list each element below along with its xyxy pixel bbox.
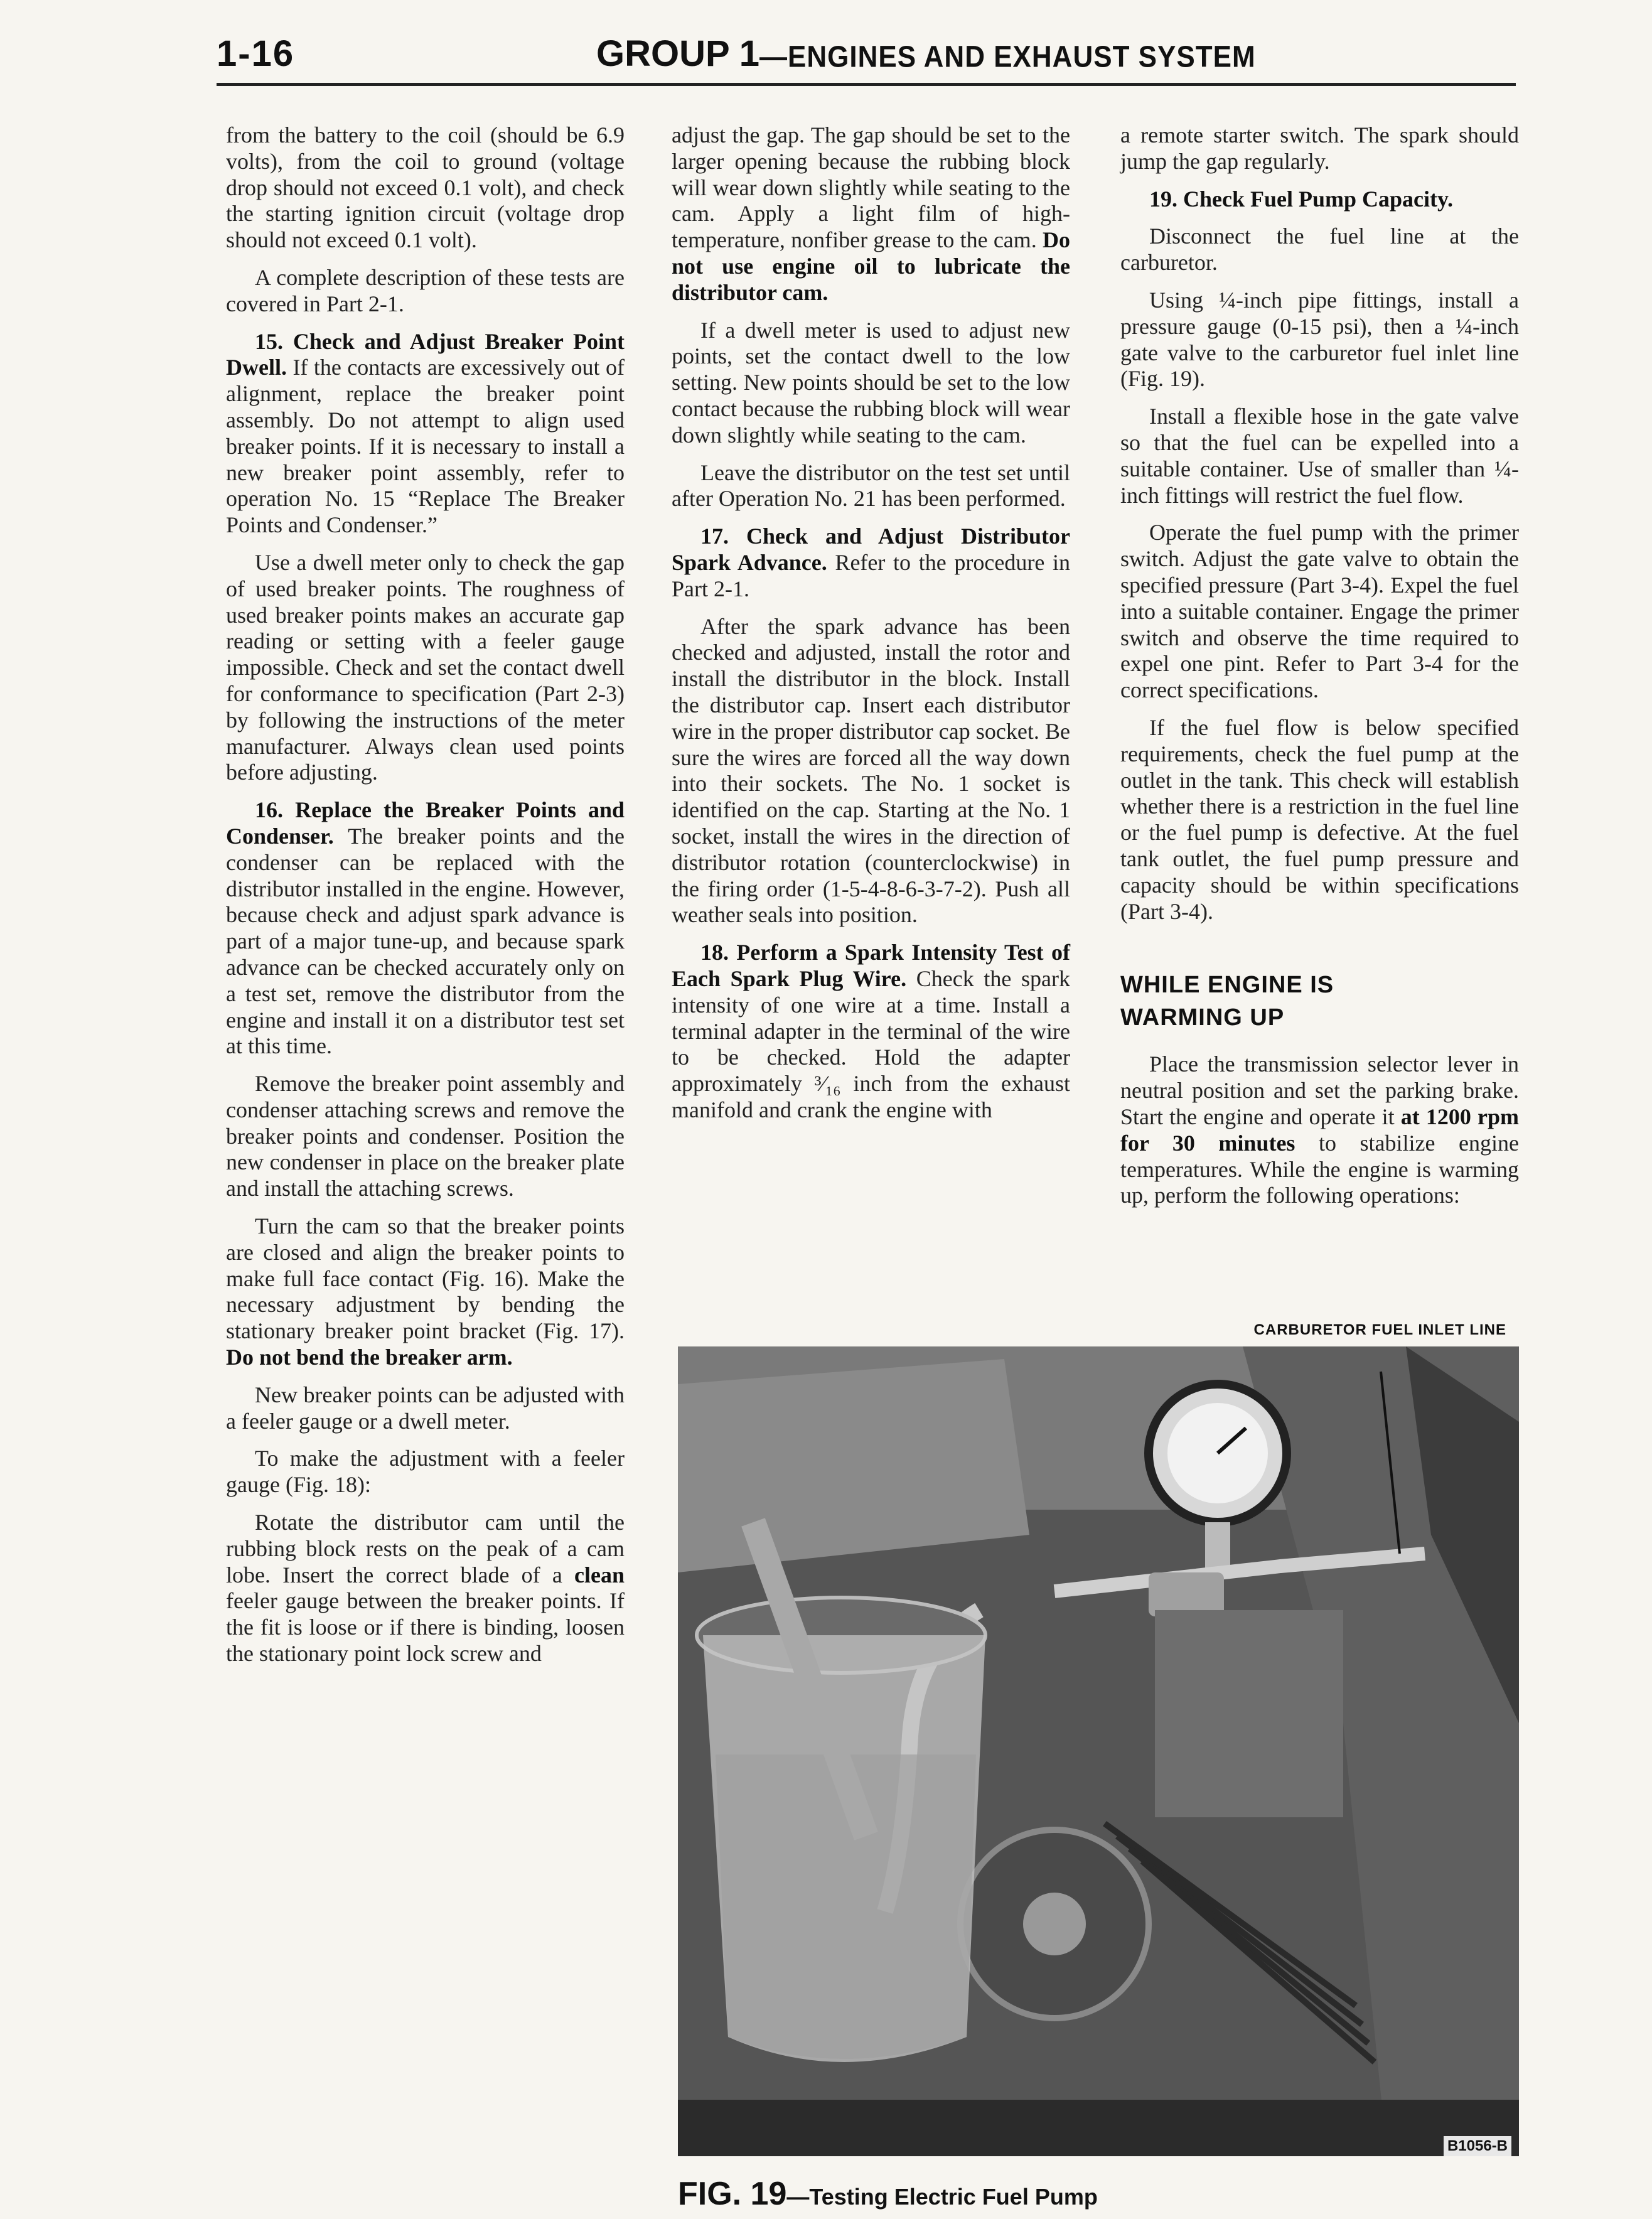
page-number: 1-16 xyxy=(217,33,295,74)
paragraph: Using ¼-inch pipe fittings, install a pressure gauge (0-15 psi), then a ¼-inch gate valve to the carburetor fuel inlet line (Fig. 19). xyxy=(1120,287,1519,392)
paragraph xyxy=(672,524,1070,602)
emphasis: clean xyxy=(574,1562,625,1588)
paragraph: Disconnect the fuel line at the carburetor. xyxy=(1120,223,1519,276)
step-text: adjust the gap. The gap should be set to the larger opening because the rubbing block will wear down slightly while seating to the cam. Apply a light film of high-temperature, nonfiber grease to the cam. xyxy=(672,122,1070,253)
paragraph: Remove the breaker point assembly and condenser attaching screws and remove the breaker points and condenser. Position the new condenser in place on the breaker plate and install the attaching screws. xyxy=(226,1071,625,1201)
step-text: The breaker points and the condenser can be replaced with the distributor installed in the engine. However, because check and adjust spark advance is part of a major tune-up, and because spark advance can be checked accurately only on a test set, remove the distributor from the engine and install it on a distributor test set at this time. xyxy=(226,823,625,1059)
paragraph xyxy=(672,940,1070,1124)
step-heading: 15. Check and Adjust Breaker Point Dwell. xyxy=(226,328,625,380)
column-3 xyxy=(1120,122,1519,1220)
column-2 xyxy=(672,122,1070,1135)
section-heading xyxy=(1120,969,1519,1034)
caption-figure-number: FIG. 19 xyxy=(678,2176,787,2212)
paragraph: Leave the distributor on the test set until after Operation No. 21 has been performed. xyxy=(672,459,1070,512)
paragraph: from the battery to the coil (should be 6.9 volts), from the coil to ground (voltage drop should not exceed 0.1 volt), and check the starting ignition circuit (voltage drop should not exceed 0.1 volt). xyxy=(226,122,625,253)
fuel-pump-photo xyxy=(678,1346,1519,2156)
paragraph: Install a flexible hose in the gate valve so that the fuel can be expelled into a suitable container. Use of smaller than ¼-inch fittings will restrict the fuel flow. xyxy=(1120,404,1519,508)
figure-caption xyxy=(678,2175,1098,2213)
warning-text: Do not use engine oil to lubricate the distributor cam. xyxy=(672,227,1070,305)
group-prefix: GROUP 1 xyxy=(596,33,760,74)
header-rule xyxy=(217,83,1516,86)
step-text: Rotate the distributor cam until the rubbing block rests on the peak of a cam lobe. Insert the correct blade of a xyxy=(226,1510,625,1588)
paragraph xyxy=(1120,1051,1519,1209)
warning-text: Do not bend the breaker arm. xyxy=(226,1345,513,1370)
step-text: Place the transmission selector lever in neutral position and set the parking brake. Start the engine and operate it xyxy=(1120,1051,1519,1129)
group-dash: — xyxy=(759,40,788,74)
paragraph: Use a dwell meter only to check the gap of used breaker points. The roughness of used breaker points makes an accurate gap reading or setting with a feeler gauge impossible. Check and set the contact dwell for conformance to specification (Part 2-3) by following the instructions of the meter manufacturer. Always clean used points before adjusting. xyxy=(226,549,625,785)
paragraph: If the fuel flow is below specified requirements, check the fuel pump at the outlet in the tank. This check will establish whether there is a restriction in the fuel line or the fuel pump is defective. At the fuel tank outlet, the fuel pump pressure and capacity should be within specifications (Part 3-4). xyxy=(1120,714,1519,924)
step-text: Turn the cam so that the breaker points are closed and align the breaker points to make full face contact (Fig. 16). Make the necessary adjustment by bending the stationary breaker point bracket (Fig. 17). xyxy=(226,1213,625,1344)
step-text: feeler gauge between the breaker points. If the fit is loose or if there is binding, loosen the stationary point lock screw and xyxy=(226,1588,625,1667)
paragraph xyxy=(226,1213,625,1371)
group-name: ENGINES AND EXHAUST SYSTEM xyxy=(788,40,1256,74)
step-heading: 17. Check and Adjust Distributor Spark Advance. xyxy=(672,524,1070,575)
paragraph xyxy=(226,797,625,1060)
section-heading-line: WARMING UP xyxy=(1120,1004,1285,1031)
step-heading: 18. Perform a Spark Intensity Test of Each Spark Plug Wire. xyxy=(672,940,1070,991)
paragraph: A complete description of these tests are covered in Part 2-1. xyxy=(226,264,625,316)
step-heading: 19. Check Fuel Pump Capacity. xyxy=(1149,186,1454,212)
paragraph: After the spark advance has been checked and adjusted, install the rotor and install the distributor in the block. Install the distributor cap. Insert each distributor wire in the proper distributor cap socket. Be sure the wires are forced all the way down into their sockets. The No. 1 socket is identified on the cap. Starting at the No. 1 socket, install the wires in the direction of distributor rotation (counterclockwise) in the firing order (1-5-4-8-6-3-7-2). Push all weather seals into position. xyxy=(672,613,1070,928)
step-text: Refer to the procedure in Part 2-1. xyxy=(672,549,1071,601)
page-header xyxy=(0,0,1652,94)
figure-callout: CARBURETOR FUEL INLET LINE xyxy=(1253,1321,1506,1338)
paragraph xyxy=(1120,186,1519,213)
paragraph: If a dwell meter is used to adjust new points, set the contact dwell to the low setting. New points should be set to the low contact because the rubbing block will wear down slightly while seating to the cam. xyxy=(672,317,1070,448)
paragraph xyxy=(226,1510,625,1667)
paragraph xyxy=(672,122,1070,306)
paragraph: To make the adjustment with a feeler gauge (Fig. 18): xyxy=(226,1446,625,1498)
paragraph: a remote starter switch. The spark should jump the gap regularly. xyxy=(1120,122,1519,174)
step-text: to stabilize engine temperatures. While the engine is warming up, perform the following operations: xyxy=(1120,1130,1520,1208)
step-text: Check the spark intensity of one wire at a time. Install a terminal adapter in the terminal of the wire to be checked. Hold the adapter approximately ³⁄₁₆ inch from the exhaust manifold and crank the engine with xyxy=(672,965,1070,1122)
figure-19 xyxy=(678,1321,1519,2219)
paragraph: New breaker points can be adjusted with a feeler gauge or a dwell meter. xyxy=(226,1382,625,1434)
step-text: If the contacts are excessively out of alignment, replace the breaker point assembly. Do not attempt to align used breaker points. If it is necessary to install a new breaker point assembly, refer to operation No. 15 “Replace The Breaker Points and Condenser.” xyxy=(226,355,625,538)
caption-text: Testing Electric Fuel Pump xyxy=(809,2184,1098,2210)
caption-dash: — xyxy=(786,2184,810,2210)
engine-illustration xyxy=(678,1346,1519,2156)
paragraph: Operate the fuel pump with the primer switch. Adjust the gate valve to obtain the specified pressure (Part 3-4). Expel the fuel into a suitable container. Engage the primer switch and observe the time required to expel one pint. Refer to Part 3-4 for the correct specifications. xyxy=(1120,520,1519,703)
step-heading: 16. Replace the Breaker Points and Condenser. xyxy=(226,797,625,849)
paragraph xyxy=(226,329,625,539)
emphasis: at 1200 rpm for 30 minutes xyxy=(1120,1104,1519,1156)
column-1 xyxy=(226,122,625,1679)
figure-code: B1056-B xyxy=(1444,2136,1511,2156)
group-title xyxy=(596,33,1256,75)
section-heading-line: WHILE ENGINE IS xyxy=(1120,972,1334,999)
